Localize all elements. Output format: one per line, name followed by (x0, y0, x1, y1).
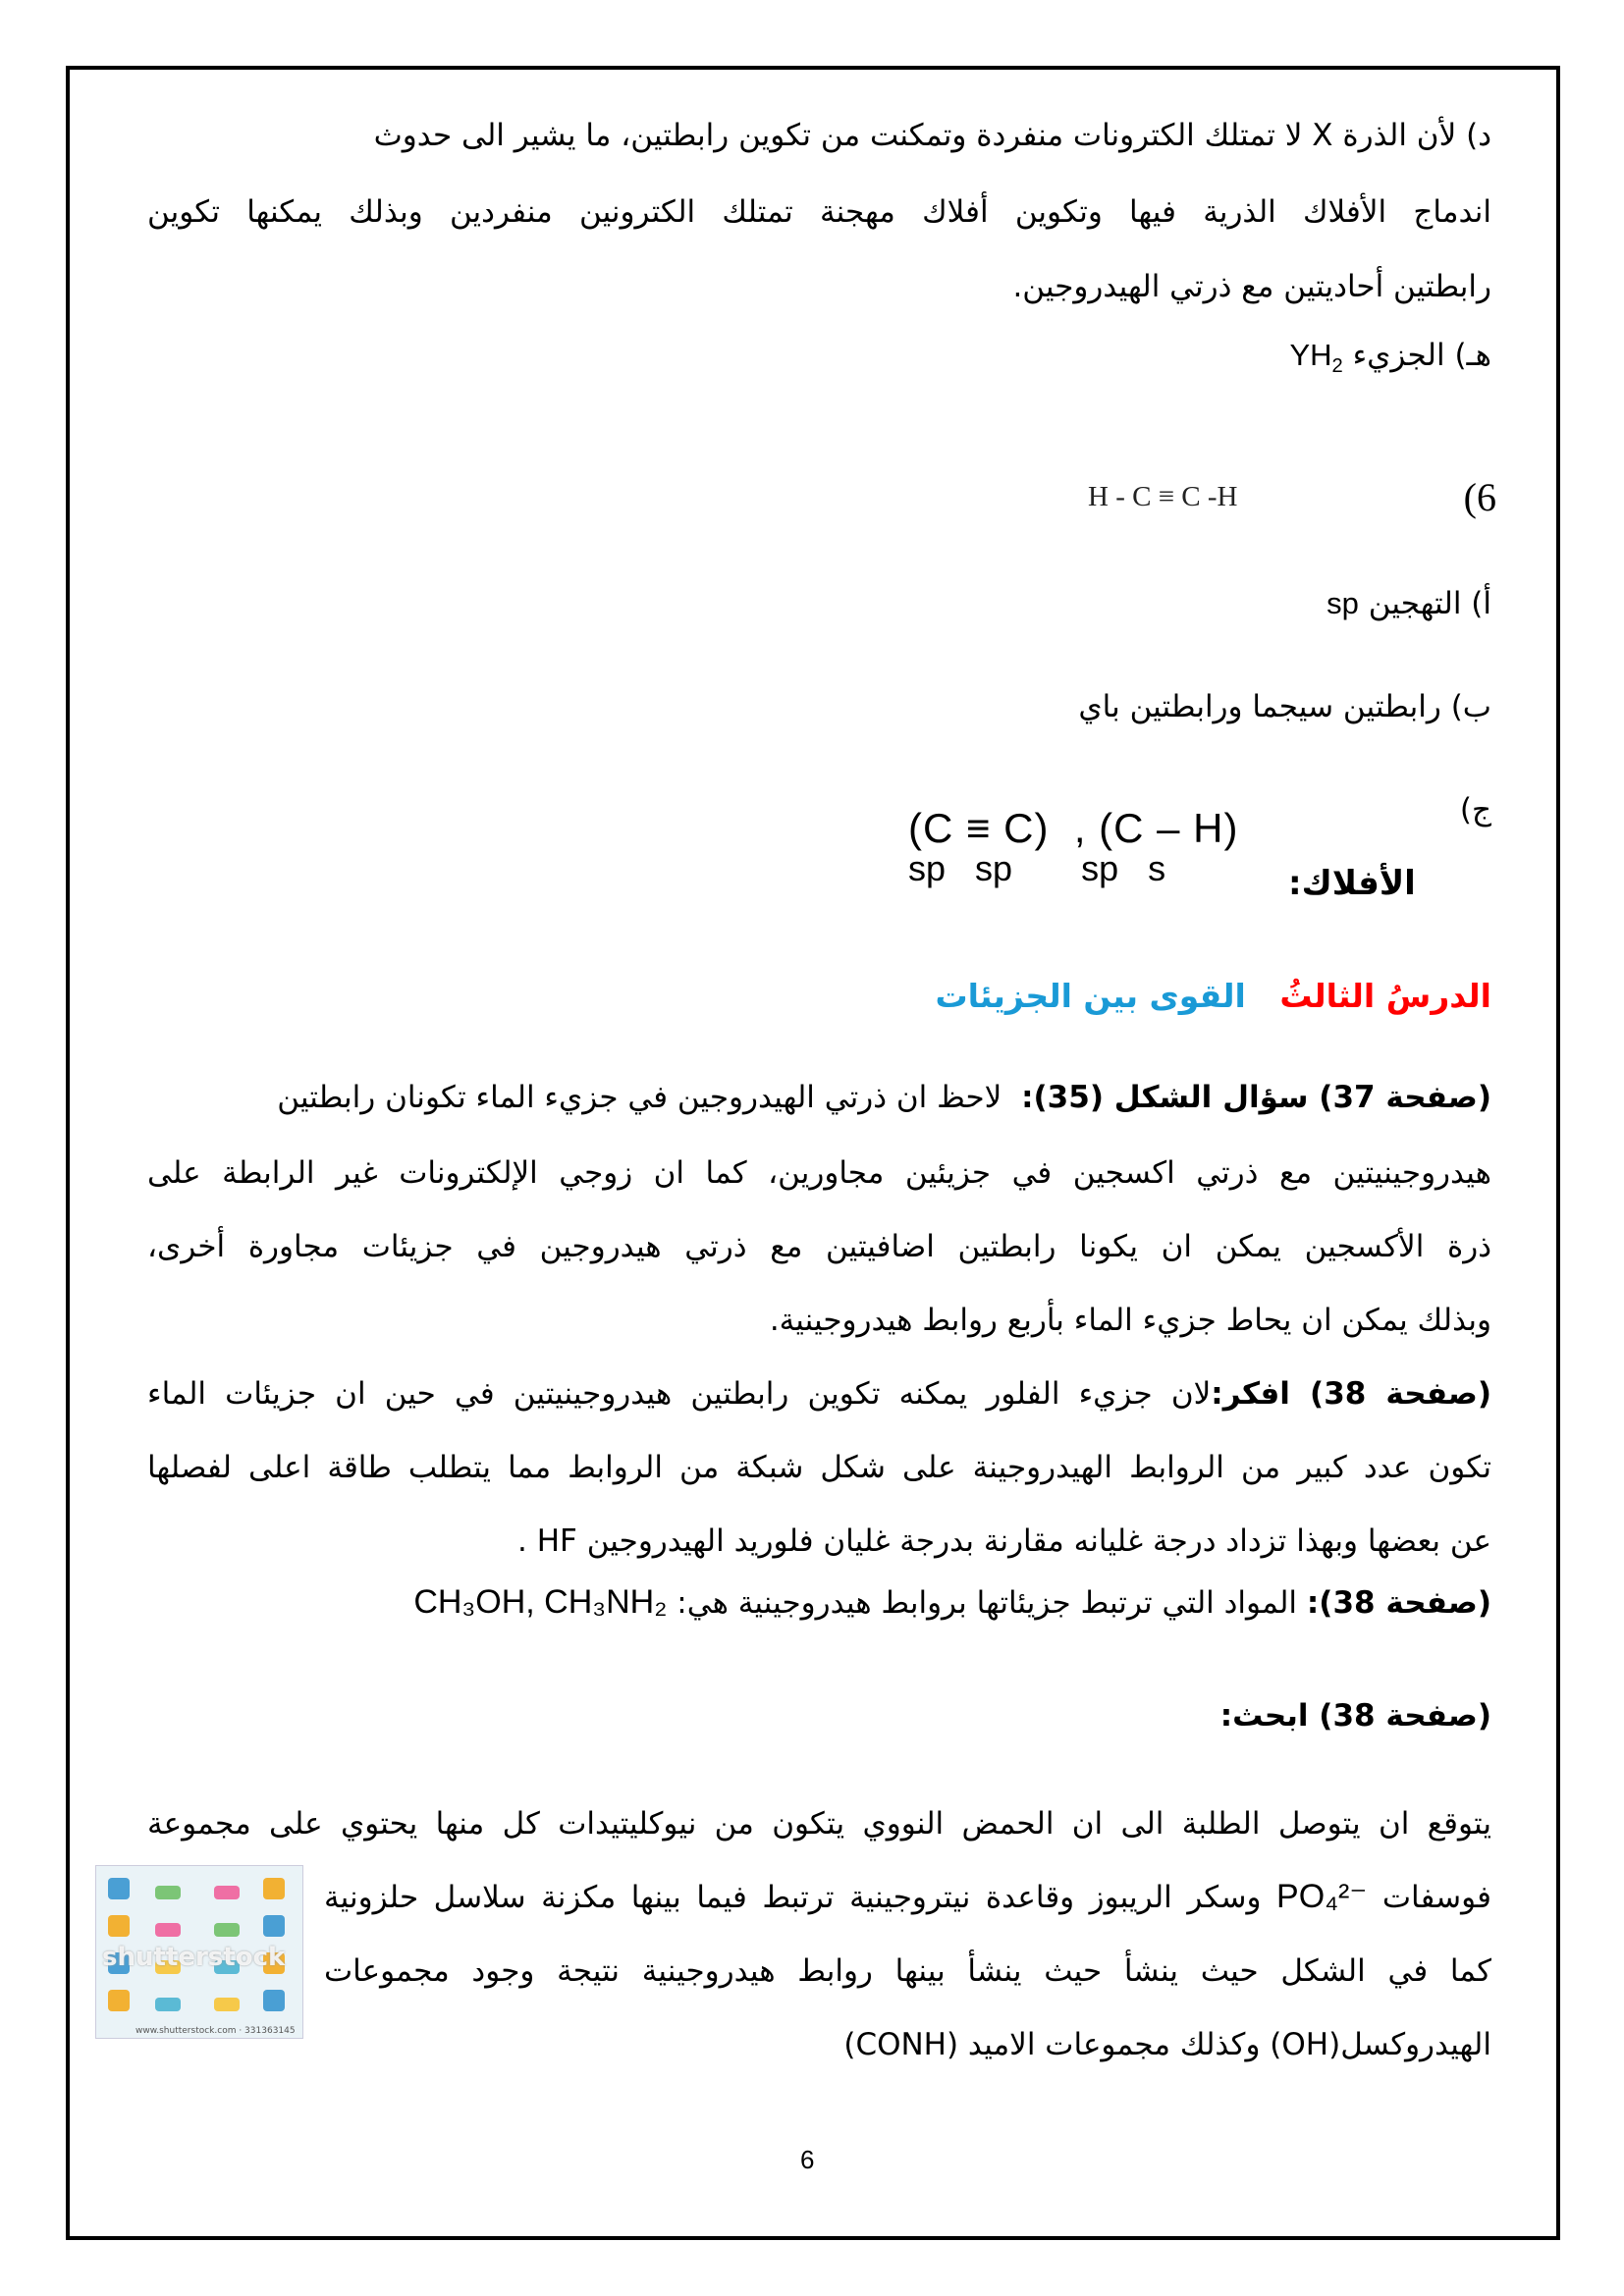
p38b-label: (صفحة 38): (1306, 1585, 1491, 1621)
image-watermark: shutterstock (102, 1943, 286, 1972)
orbitals-diagram (908, 805, 1239, 889)
yh2-sub: 2 (1331, 355, 1343, 378)
lesson-number: الدرسُ الثالثُ (1279, 977, 1491, 1015)
p38c-label: (صفحة 38) ابحث: (1219, 1698, 1491, 1734)
p37-text1: لاحظ ان ذرتي الهيدروجين في جزيء الماء تكونان رابطتين (277, 1080, 1002, 1115)
p37-label: (صفحة 37) سؤال الشكل (35): (1021, 1080, 1491, 1115)
research-l2-a: فوسفات (1381, 1880, 1491, 1915)
answer-b: ب) رابطتين سيجما ورابطتين باي (1078, 689, 1491, 724)
p38a-line1 (147, 1374, 1491, 1414)
image-caption: www.shutterstock.com · 331363145 (135, 2026, 296, 2036)
research-line2 (324, 1877, 1491, 1917)
p38a-label: (صفحة 38) افكر: (1211, 1376, 1492, 1412)
yh2-formula (1289, 336, 1342, 386)
p38b-line (413, 1582, 1491, 1623)
lesson-heading (935, 977, 1491, 1015)
answer-c-prefix: ج) (1459, 792, 1491, 828)
p38a-line3: عن بعضها وبهذا تزداد درجة غليانه مقارنة بدرجة غليان فلوريد الهيدروجين HF . (516, 1523, 1491, 1559)
answer-a (1326, 584, 1491, 623)
research-line3: كما في الشكل حيث ينشأ حيث ينشأ بينها روابط هيدروجينية نتيجة وجود مجموعات (324, 1953, 1491, 1989)
research-line1: يتوقع ان يتوصل الطلبة الى ان الحمض النووي يتكون من نيوكليتيدات كل منها يحتوي على مجموعة (147, 1806, 1491, 1842)
research-line4: الهيدروكسل(OH) وكذلك مجموعات الاميد (CONH) (843, 2027, 1491, 2062)
para-d-line1: د) لأن الذرة X لا تمتلك الكترونات منفردة وتمكنت من تكوين رابطتين، ما يشير الى حدوث (373, 118, 1491, 153)
para-d-line2: اندماج الأفلاك الذرية فيها وتكوين أفلاك مهجنة تمتلك الكترونين منفردين وبذلك يمكنها تكوين (147, 194, 1491, 230)
para-h (1289, 336, 1491, 386)
p37-line1 (206, 1078, 1491, 1117)
orbitals-bonds: (C ≡ C) , (C – H) (908, 805, 1239, 851)
page-number: 6 (800, 2145, 815, 2174)
orbitals-types: sp sp sp s (908, 848, 1166, 888)
p38a-text1: لان جزيء الفلور يمكنه تكوين رابطتين هيدروجينيتين في حين ان جزيئات الماء (147, 1376, 1212, 1412)
phosphate-formula: PO₄²⁻ (1276, 1878, 1368, 1915)
answer-a-value: sp (1326, 586, 1359, 620)
question-number-6: (6 (1463, 475, 1496, 519)
p37-line2: هيدروجينيتين مع ذرتي اكسجين في جزيئين مجاورين، كما ان زوجي الإلكترونات غير الرابطة على (147, 1155, 1491, 1191)
orbitals-label: الأفلاك: (1288, 864, 1416, 903)
para-d-line3: رابطتين أحاديتين مع ذرتي الهيدروجين. (1012, 269, 1491, 304)
answer-a-prefix: أ) التهجين (1368, 586, 1491, 621)
p37-line4: وبذلك يمكن ان يحاط جزيء الماء بأربع روابط هيدروجينية. (769, 1303, 1491, 1338)
dna-structure-image (95, 1865, 303, 2039)
para-h-prefix: هـ) الجزيء (1352, 338, 1491, 373)
yh2-main: YH (1289, 338, 1332, 372)
p38b-text: المواد التي ترتبط جزيئاتها بروابط هيدروجينية هي: (677, 1585, 1298, 1621)
p38a-line2: تكون عدد كبير من الروابط الهيدروجينة على شكل شبكة من الروابط مما يتطلب طاقة اعلى لفصلها (147, 1450, 1491, 1485)
lesson-title: القوى بين الجزيئات (935, 977, 1246, 1015)
research-l2-b: وسكر الريبوز وقاعدة نيتروجينية ترتبط فيما بينها مكزنة سلاسل حلزونية (324, 1880, 1262, 1915)
acetylene-formula: H - C ≡ C -H (1088, 481, 1238, 512)
p37-line3: ذرة الأكسجين يمكن ان يكونا رابطتين اضافيتين مع ذرتي هيدروجين في جزيئات مجاورة أخرى، (147, 1229, 1491, 1264)
p38b-formula: CH₃OH, CH₃NH₂ (413, 1583, 668, 1621)
